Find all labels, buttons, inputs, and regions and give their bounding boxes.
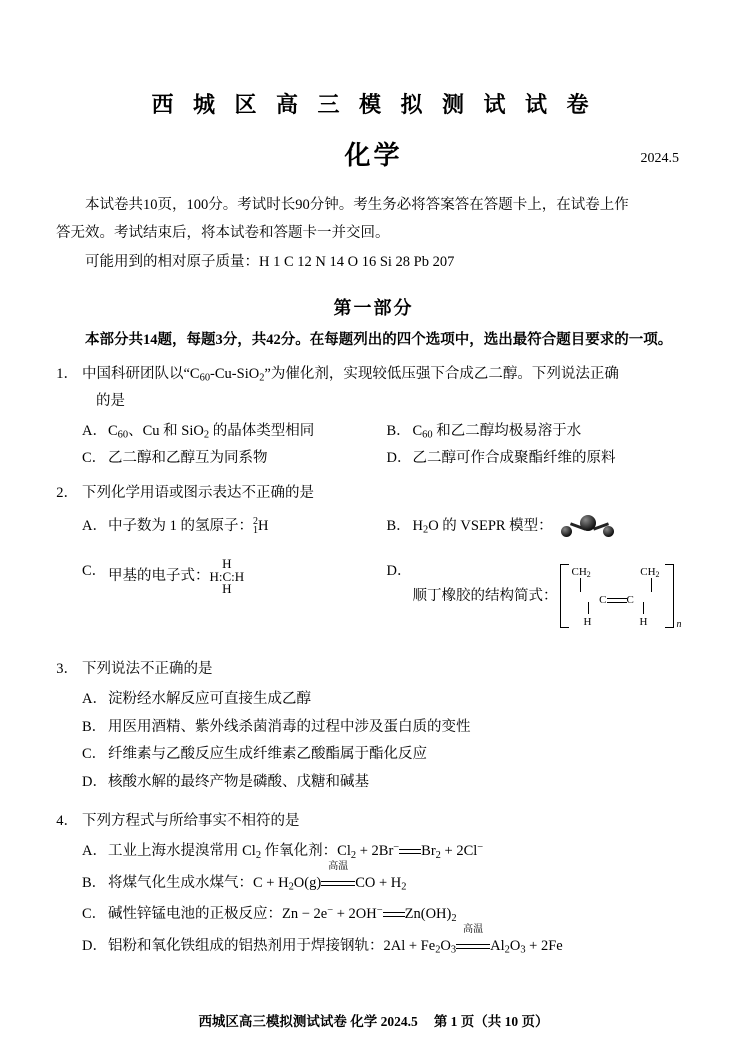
q2-option-b[interactable] [387, 513, 692, 541]
hydrogen-atom-right [603, 526, 614, 537]
hydrogen-right: H [639, 616, 648, 629]
q2-option-a[interactable] [82, 513, 387, 541]
ch2-left-sub: 2 [586, 570, 591, 580]
q3-option-c-body: 纤维素与乙酸反应生成纤维素乙酸酯属于酯化反应 [108, 746, 427, 763]
q4-d-end-sub: 2 [504, 944, 510, 956]
q3-option-d-label: D． [82, 773, 107, 790]
q4-c-sup: − [327, 905, 334, 917]
q4-d-end-sub2: 3 [520, 944, 526, 956]
question-1-options [82, 418, 691, 473]
q2-b-rest: O 的 VSEPR 模型： [428, 517, 553, 534]
question-2-options [82, 513, 691, 637]
q1-b-end: 和乙二醇均极易溶于水 [432, 422, 582, 439]
q1-stem-b: -Cu-SiO [210, 366, 260, 383]
q2-a-sup: 2 [253, 515, 258, 527]
q1-option-a[interactable] [82, 418, 387, 446]
q2-option-a-label: A． [82, 517, 107, 534]
polybutadiene-structure-figure [558, 558, 682, 636]
bracket-left [560, 564, 569, 628]
q2-a-sub: 1 [253, 525, 258, 537]
q4-b-sub: 2 [288, 881, 294, 893]
reaction-arrow-d [456, 924, 490, 961]
q4-b-pre: 将煤气化生成水煤气：C + H [108, 874, 289, 891]
q4-b-end: CO + H [355, 874, 402, 891]
q2-c-text: 甲基的电子式： [108, 567, 210, 584]
q4-a-sub: 2 [255, 849, 262, 861]
double-bond [607, 598, 627, 604]
reaction-arrow-b [321, 860, 355, 898]
carbon-right: C [626, 594, 634, 607]
q1-stem-line2: 的是 [96, 392, 125, 409]
q4-option-a-body [108, 838, 685, 866]
q4-b-arrow-bar [321, 881, 355, 886]
q3-option-d[interactable] [82, 769, 691, 797]
q2-option-b-label: B． [386, 517, 411, 534]
q3-option-c-label: C． [82, 746, 107, 763]
q4-d-sub: 2 [435, 944, 441, 956]
ch2-left [572, 562, 591, 583]
q3-option-b-body: 用医用酒精、紫外线杀菌消毒的过程中涉及蛋白质的变性 [108, 718, 471, 735]
question-4-number: 4． [56, 813, 78, 830]
q2-option-d-label: D． [386, 563, 412, 580]
q2-a-elem: H [258, 517, 269, 534]
subject-title: 化学 [344, 141, 403, 170]
q2-option-d[interactable] [387, 558, 692, 636]
intro-line-3: 可能用到的相对原子质量：H 1 C 12 N 14 O 16 Si 28 Pb 207 [85, 253, 455, 270]
vsepr-model-figure [553, 513, 623, 539]
q1-a-c: C [108, 422, 118, 439]
q4-b-end-sub: 2 [401, 881, 407, 893]
q4-c-sup2: − [376, 905, 383, 917]
q1-option-c[interactable] [82, 445, 387, 473]
subject-row [56, 135, 691, 169]
q4-a-sub2: 2 [350, 849, 357, 861]
methyl-lewis-structure-figure [210, 558, 245, 595]
q4-a-pre: 工业上海水提溴常用 Cl [108, 843, 256, 860]
q1-option-a-body [108, 418, 381, 446]
q4-option-c-body [108, 901, 685, 929]
double-bond-row [574, 590, 660, 611]
q4-a-end-sup: − [477, 842, 484, 854]
q4-d-end: Al [490, 938, 505, 955]
q1-option-c-body: 乙二醇和乙醇互为同系物 [108, 450, 268, 467]
ch2-right-text: CH [640, 566, 656, 579]
q1-b-c-sub: 60 [422, 429, 433, 441]
q2-a-prefix: 中子数为 1 的氢原子： [108, 517, 253, 534]
ch2-left-text: CH [571, 566, 587, 579]
hydrogen-left: H [583, 616, 592, 629]
q4-option-a[interactable] [82, 838, 691, 866]
q1-option-d-body: 乙二醇可作合成聚酯纤维的原料 [412, 450, 616, 467]
page-footer [0, 1010, 747, 1030]
q4-c-end: Zn(OH) [404, 906, 452, 923]
bracket-right [665, 564, 674, 628]
question-1-stem [82, 361, 691, 415]
q4-c-pre: 碱性锌锰电池的正极反应：Zn − 2e [108, 906, 328, 923]
question-1 [56, 361, 691, 473]
q4-d-sub2: 3 [450, 944, 457, 956]
question-2-number: 2． [56, 484, 78, 501]
question-4 [56, 808, 691, 961]
q1-option-b-body [413, 418, 686, 446]
q4-a-mid2: + 2Br [356, 843, 394, 860]
q1-a-mid: 、Cu 和 SiO [128, 422, 204, 439]
q2-option-b-body [413, 513, 686, 541]
equals-sign-c [383, 912, 405, 918]
q4-d-mid: O [440, 938, 451, 955]
equals-sign-a [399, 849, 421, 855]
page-title: 西 城 区 高 三 模 拟 测 试 试 卷 [151, 92, 596, 117]
q3-option-a[interactable] [82, 686, 691, 714]
q2-option-d-body [413, 558, 686, 636]
q1-stem-a: 中国科研团队以“C [82, 366, 200, 383]
q1-option-d-label: D． [386, 450, 412, 467]
q4-b-condition: 高温 [328, 860, 349, 872]
q3-option-a-body: 淀粉经水解反应可直接生成乙醇 [108, 691, 311, 708]
question-4-stem: 下列方程式与所给事实不相符的是 [82, 813, 300, 830]
q3-option-b-label: B． [82, 718, 107, 735]
q4-option-b-body [108, 860, 685, 898]
intro-line-1-text: 本试卷共10页，100分。考试时长90分钟。考生务必将答案答在答题卡上，在试卷上作 [85, 197, 629, 213]
q3-option-c[interactable] [82, 741, 691, 769]
q3-option-b[interactable] [82, 714, 691, 742]
part-description: 本部分共14题，每题3分，共42分。在每题列出的四个选项中，选出最符合题目要求的一项。 [85, 331, 673, 348]
part-title: 第一部分 [333, 297, 414, 318]
q4-option-c-label: C． [82, 906, 107, 923]
lewis-bottom: H [222, 580, 232, 596]
exam-date: 2024.5 [640, 151, 679, 166]
q2-option-a-body [108, 513, 381, 541]
q3-option-d-body: 核酸水解的最终产物是磷酸、戊糖和碱基 [108, 773, 369, 790]
q4-option-d-body [108, 924, 685, 961]
question-4-options [82, 838, 691, 961]
question-3-options [82, 686, 691, 796]
q4-a-end2: + 2Cl [440, 843, 478, 860]
q4-c-mid: + 2OH [333, 906, 377, 923]
q1-a-c-sub: 60 [117, 429, 129, 441]
lewis-top: H [222, 556, 232, 572]
ch2-right-sub: 2 [655, 570, 660, 580]
q4-d-arrow-bar [456, 944, 490, 949]
q2-option-c[interactable] [82, 558, 387, 636]
intro-block [56, 191, 691, 276]
q1-stem-sub2: 2 [259, 372, 265, 384]
q2-d-text: 顺丁橡胶的结构简式： [412, 588, 558, 605]
q4-c-end-sub: 2 [451, 913, 457, 925]
q1-option-b[interactable] [387, 418, 692, 446]
q1-option-c-label: C． [82, 450, 107, 467]
q1-option-b-label: B． [386, 422, 411, 439]
q4-b-mid: O(g) [293, 874, 322, 891]
q4-option-c[interactable] [82, 901, 691, 929]
q1-stem-sub1: 60 [199, 372, 211, 384]
intro-line-2: 答无效。考试结束后，将本试卷和答题卡一并交回。 [56, 225, 390, 242]
q1-option-a-label: A． [82, 422, 107, 439]
hydrogen-atom-left [561, 526, 572, 537]
q4-d-condition: 高温 [463, 924, 484, 936]
question-2 [56, 480, 691, 636]
q4-a-sup: − [393, 842, 400, 854]
q4-a-mid: 作氧化剂：Cl [261, 843, 351, 860]
q4-option-d[interactable] [82, 924, 691, 961]
q2-b-text [413, 513, 553, 541]
q1-b-c: C [412, 422, 423, 439]
q4-option-a-label: A． [82, 843, 107, 860]
q2-b-sub: 2 [422, 524, 429, 536]
q3-option-a-label: A． [82, 691, 107, 708]
q4-option-b-label: B． [82, 874, 107, 891]
q4-option-b[interactable] [82, 860, 691, 898]
question-2-stem: 下列化学用语或图示表达不正确的是 [82, 484, 314, 501]
intro-line-1 [56, 191, 691, 219]
carbon-left: C [599, 594, 607, 607]
footer-text: 西城区高三模拟测试试卷 化学 2024.5 [198, 1014, 418, 1029]
q2-option-c-label: C． [82, 563, 107, 580]
q1-option-d[interactable] [387, 445, 692, 473]
question-3 [56, 656, 691, 796]
question-3-stem: 下列说法不正确的是 [82, 661, 213, 678]
q2-option-c-body [108, 558, 381, 595]
footer-page-number: 第 1 页（共 10 页） [433, 1014, 549, 1029]
question-3-number: 3． [56, 661, 78, 678]
q4-option-d-label: D． [82, 938, 107, 955]
q4-d-end2: O [509, 938, 521, 955]
question-1-number: 1． [56, 366, 78, 383]
q4-a-end-sub: 2 [435, 849, 441, 861]
q1-stem-c: ”为催化剂，实现较低压强下合成乙二醇。下列说法正确 [264, 366, 619, 383]
q4-a-end1: Br [421, 843, 436, 860]
q4-d-pre: 铝粉和氧化铁组成的铝热剂用于焊接钢轨：2Al + Fe [108, 938, 436, 955]
q4-d-end3: + 2Fe [525, 938, 563, 955]
q1-a-sub2: 2 [203, 429, 210, 441]
lewis-middle: H:C:H [209, 568, 245, 584]
q2-b-prefix: H [412, 517, 423, 534]
polymer-n-subscript: n [676, 619, 682, 631]
q1-a-end: 的晶体类型相同 [209, 422, 315, 439]
